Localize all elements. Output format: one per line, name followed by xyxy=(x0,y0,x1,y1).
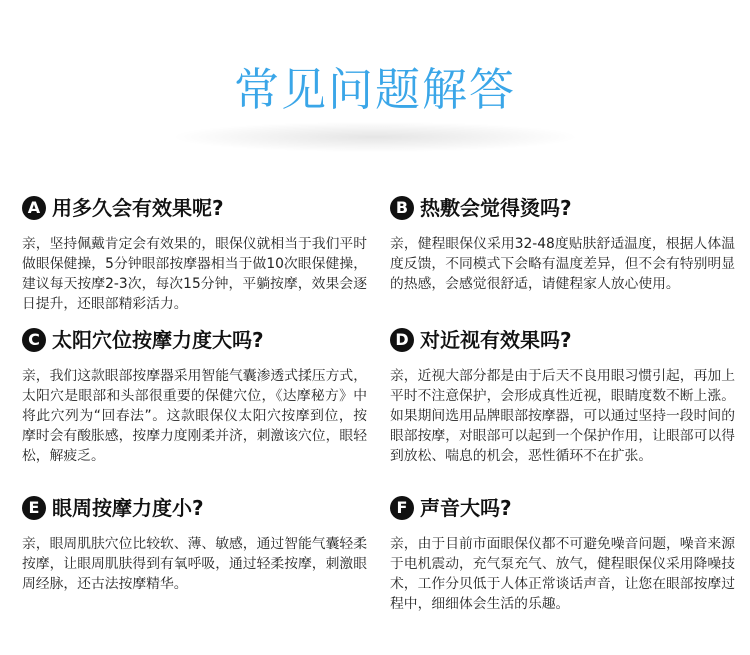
faq-question-row xyxy=(22,326,367,356)
faq-item-f xyxy=(390,494,735,614)
page-title: 常见问题解答 xyxy=(233,63,516,116)
faq-question: 用多久会有效果呢? xyxy=(52,196,224,220)
title-shadow xyxy=(175,122,575,152)
faq-item-a xyxy=(22,194,367,314)
letter-badge-icon: E xyxy=(22,496,46,520)
faq-answer: 亲，眼周肌肤穴位比较软、薄、敏感，通过智能气囊轻柔按摩，让眼周肌肤得到有氧呼吸，通过轻柔按摩，刺激眼周经脉，还古法按摩精华。 xyxy=(22,536,367,592)
faq-answer: 亲，健程眼保仪采用32-48度贴肤舒适温度，根据人体温度反馈，不同模式下会略有温度差异，但不会有特别明显的热感，会感觉很舒适，请健程家人放心使用。 xyxy=(390,236,735,292)
letter-badge-icon: B xyxy=(390,196,414,220)
faq-answer: 亲，坚持佩戴肯定会有效果的，眼保仪就相当于我们平时做眼保健操，5分钟眼部按摩器相当于做10次眼保健操，建议每天按摩2-3次，每次15分钟，平躺按摩，效果会逐日提升，还眼部精彩活力。 xyxy=(22,236,367,312)
faq-question: 对近视有效果吗? xyxy=(420,328,572,352)
faq-question-row xyxy=(22,494,367,524)
faq-answer: 亲，近视大部分都是由于后天不良用眼习惯引起，再加上平时不注意保护，会形成真性近视，眼睛度数不断上涨。如果期间选用品牌眼部按摩器，可以通过坚持一段时间的眼部按摩，对眼部可以起到一个保护作用，让眼部可以得到放松、喘息的机会，恶性循环不在扩张。 xyxy=(390,368,735,464)
faq-question: 声音大吗? xyxy=(420,496,512,520)
header xyxy=(0,52,750,142)
faq-question-row xyxy=(390,326,735,356)
faq-answer: 亲，我们这款眼部按摩器采用智能气囊渗透式揉压方式，太阳穴是眼部和头部很重要的保健穴位，《达摩秘方》中将此穴列为“回春法”。这款眼保仪太阳穴按摩到位，按摩时会有酸胀感，按摩力度刚柔并济，刺激该穴位，眼轻松，解疲乏。 xyxy=(22,368,367,464)
letter-badge-icon: C xyxy=(22,328,46,352)
letter-badge-icon: A xyxy=(22,196,46,220)
faq-question: 太阳穴位按摩力度大吗? xyxy=(52,328,264,352)
faq-question-row xyxy=(390,194,735,224)
letter-badge-icon: F xyxy=(390,496,414,520)
faq-question: 眼周按摩力度小? xyxy=(52,496,204,520)
faq-item-c xyxy=(22,326,367,466)
faq-item-d xyxy=(390,326,735,466)
faq-question-row xyxy=(22,194,367,224)
letter-badge-icon: D xyxy=(390,328,414,352)
faq-answer: 亲，由于目前市面眼保仪都不可避免噪音问题，噪音来源于电机震动，充气泵充气、放气，健程眼保仪采用降噪技术，工作分贝低于人体正常谈话声音，让您在眼部按摩过程中，细细体会生活的乐趣。 xyxy=(390,536,735,612)
faq-question-row xyxy=(390,494,735,524)
faq-question: 热敷会觉得烫吗? xyxy=(420,196,572,220)
faq-item-b xyxy=(390,194,735,294)
faq-item-e xyxy=(22,494,367,594)
